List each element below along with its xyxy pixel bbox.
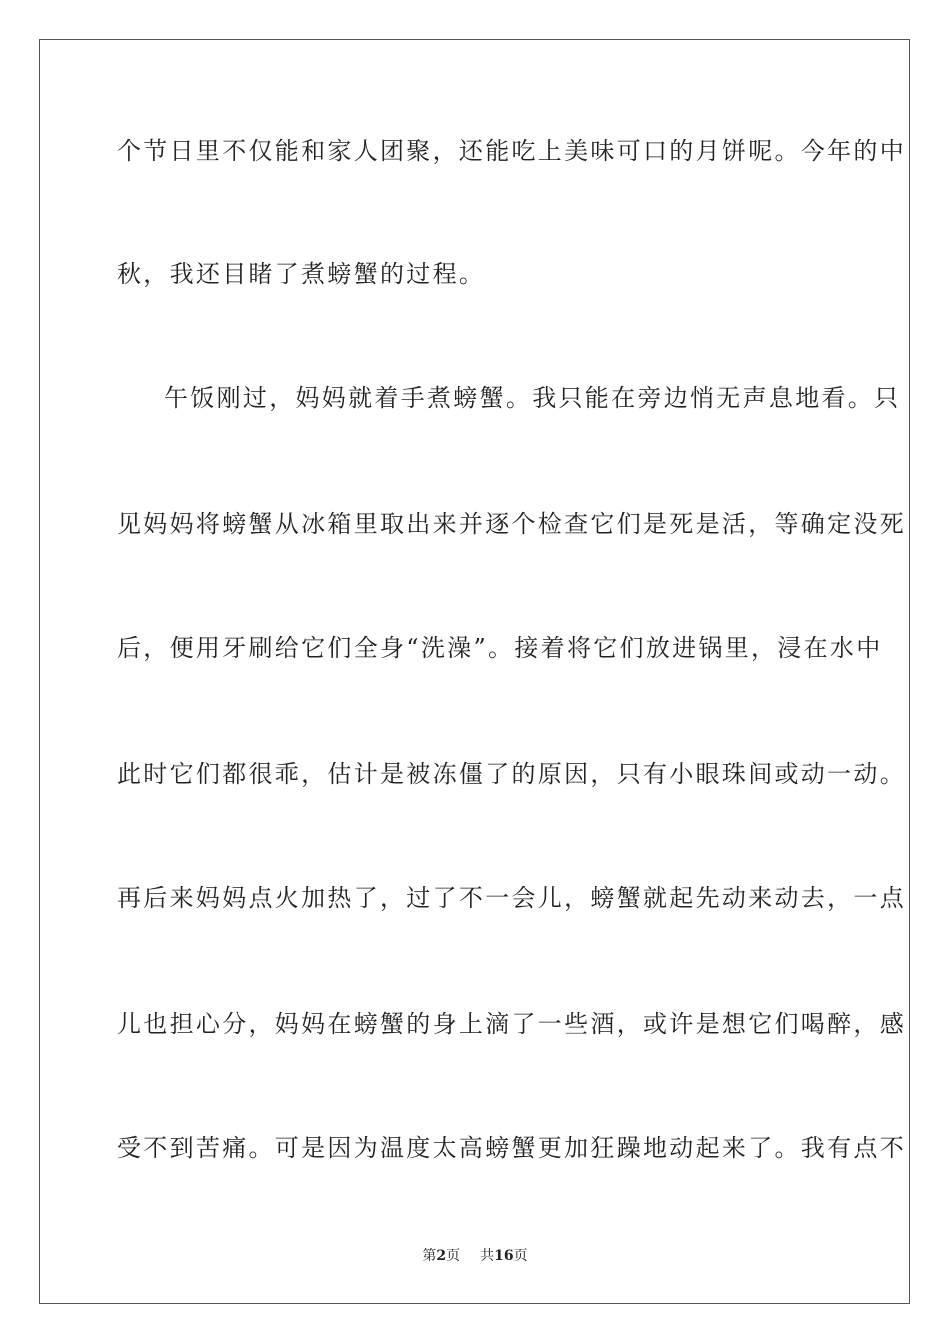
total-prefix: 共 — [480, 1248, 495, 1264]
page-number: 2 — [436, 1248, 447, 1264]
text-line-6: 此时它们都很乖，估计是被冻僵了的原因，只有小眼珠间或动一动。 — [117, 760, 906, 788]
total-suffix: 页 — [513, 1248, 528, 1264]
text-line-1: 个节日里不仅能和家人团聚，还能吃上美味可口的月饼呢。今年的中 — [117, 137, 906, 165]
text-line-9: 受不到苦痛。可是因为温度太高螃蟹更加狂躁地动起来了。我有点不 — [117, 1134, 906, 1162]
page-suffix: 页 — [446, 1248, 461, 1264]
text-line-2: 秋，我还目睹了煮螃蟹的过程。 — [117, 260, 486, 288]
text-line-5: 后，便用牙刷给它们全身“洗澡”。接着将它们放进锅里，浸在水中 — [117, 634, 883, 662]
total-pages: 16 — [494, 1248, 514, 1264]
page-prefix: 第 — [422, 1248, 437, 1264]
text-line-3: 午饭刚过，妈妈就着手煮螃蟹。我只能在旁边悄无声息地看。只 — [164, 384, 901, 412]
text-line-7: 再后来妈妈点火加热了，过了不一会儿，螃蟹就起先动来动去，一点 — [117, 884, 906, 912]
text-line-8: 儿也担心分，妈妈在螃蟹的身上滴了一些酒，或许是想它们喝醉，感 — [117, 1010, 906, 1038]
page-border — [39, 39, 910, 1304]
page-footer — [0, 1247, 950, 1265]
text-line-4: 见妈妈将螃蟹从冰箱里取出来并逐个检查它们是死是活，等确定没死 — [117, 510, 906, 538]
